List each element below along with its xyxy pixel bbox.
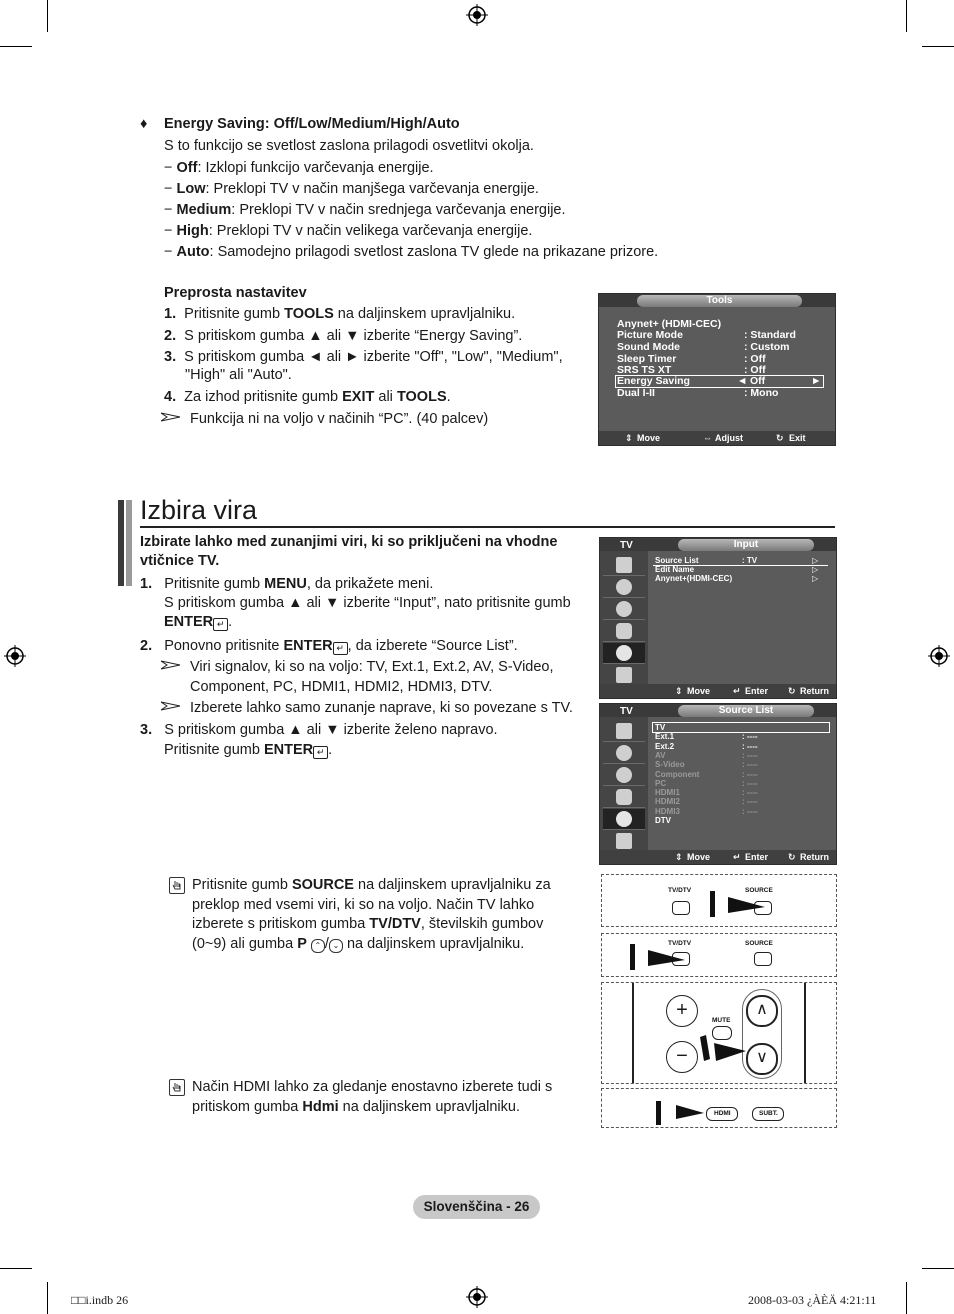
- subtitle-button[interactable]: [752, 1107, 784, 1121]
- tools-osd: [598, 293, 836, 446]
- tools-value: : Custom: [744, 341, 790, 353]
- picture-menu-icon[interactable]: [603, 721, 645, 742]
- tools-value: : Off: [744, 353, 766, 365]
- hand-note-icon: [169, 1079, 185, 1096]
- registration-mark-icon: [4, 645, 26, 667]
- quick-heading: Preprosta nastavitev: [164, 285, 307, 301]
- section-title: Izbira vira: [140, 495, 258, 525]
- src-step-3-line2: Pritisnite gumb ENTER ↵ .: [164, 742, 333, 758]
- channel-menu-icon[interactable]: [603, 765, 645, 786]
- tvdtv-button[interactable]: [672, 901, 690, 915]
- page-number: Slovenščina - 26: [423, 1199, 530, 1214]
- tools-value: : Off: [744, 364, 766, 376]
- input-row[interactable]: Source List: [655, 556, 699, 565]
- right-arrow-icon: ►: [811, 375, 822, 387]
- application-menu-icon[interactable]: [603, 831, 645, 852]
- crop-mark: [922, 46, 954, 47]
- leftright-icon: ⇔: [703, 433, 712, 443]
- enter-icon: ↵: [213, 618, 228, 631]
- source-row-value: : ----: [742, 750, 758, 760]
- src-step-3: 3. S pritiskom gumba ▲ ali ▼ izberite želeno napravo.: [140, 722, 498, 738]
- input-row[interactable]: Edit Name: [655, 565, 695, 574]
- osd-sidebar: [600, 717, 648, 850]
- right-arrow-icon: ▷: [812, 574, 819, 583]
- registration-mark-icon: [466, 4, 488, 26]
- note-arrow-icon: [161, 660, 181, 670]
- enter-hint-icon: ↵: [733, 686, 741, 696]
- channel-up-button[interactable]: ∧: [746, 995, 778, 1027]
- pointer-arrow-icon: [630, 942, 690, 972]
- src-step-1-line2: S pritiskom gumba ▲ ali ▼ izberite “Input”, nato pritisnite gumb: [164, 595, 571, 611]
- source-tip-2: preklop med vsemi viri, ki so na voljo. Način TV lahko: [192, 897, 535, 913]
- setup-menu-icon[interactable]: [603, 787, 645, 808]
- right-arrow-icon: ▷: [812, 565, 819, 574]
- pointer-arrow-icon: [710, 889, 770, 919]
- channel-up-icon: ⌃: [311, 939, 325, 953]
- source-row-selected[interactable]: [652, 722, 830, 733]
- source-row[interactable]: HDMI3: [655, 806, 680, 816]
- step-2: 2. S pritiskom gumba ▲ ali ▼ izberite “Energy Saving”.: [164, 328, 523, 344]
- source-label: SOURCE: [745, 940, 773, 947]
- tools-row[interactable]: Sleep Timer: [617, 353, 677, 365]
- input-osd-title: Input: [678, 539, 814, 551]
- channel-down-button[interactable]: ∨: [746, 1043, 778, 1075]
- devices-note: Izberete lahko samo zunanje naprave, ki so povezane s TV.: [190, 700, 573, 716]
- energy-title: Energy Saving: Off/Low/Medium/High/Auto: [164, 116, 460, 132]
- sources-note: Viri signalov, ki so na voljo: TV, Ext.1, Ext.2, AV, S-Video,: [190, 659, 554, 675]
- crop-mark: [906, 1282, 907, 1314]
- source-list-osd: [599, 703, 837, 865]
- application-menu-icon[interactable]: [603, 665, 645, 686]
- registration-mark-icon: [928, 645, 950, 667]
- crop-mark: [906, 0, 907, 32]
- enter-hint: Enter: [745, 686, 769, 696]
- subt-label: SUBT.: [759, 1110, 778, 1117]
- channel-menu-icon[interactable]: [603, 599, 645, 620]
- section-bar-light: [126, 500, 132, 586]
- updown-icon: ⇕: [675, 686, 683, 696]
- source-row-value: : ----: [742, 741, 758, 751]
- source-row[interactable]: DTV: [655, 816, 671, 825]
- volume-down-button[interactable]: −: [666, 1041, 698, 1073]
- source-row[interactable]: Component: [655, 769, 700, 779]
- osd-tv-label: TV: [620, 706, 633, 717]
- section-bar: [118, 500, 124, 586]
- source-row[interactable]: TV: [655, 723, 666, 732]
- file-slug: □□i.indb 26: [71, 1293, 129, 1307]
- energy-option: − Auto: Samodejno prilagodi svetlost zaslona TV glede na prikazane prizore.: [164, 244, 659, 260]
- hand-note-icon: [169, 877, 185, 894]
- source-row[interactable]: HDMI1: [655, 788, 680, 798]
- source-row-value: : ----: [742, 797, 758, 807]
- tvdtv-label: TV/DTV: [668, 940, 692, 947]
- sound-menu-icon[interactable]: [603, 743, 645, 764]
- source-row-value: : ----: [742, 788, 758, 798]
- move-hint: Move: [637, 433, 661, 443]
- hdmi-label: HDMI: [714, 1110, 731, 1117]
- remote-source-illustration: [601, 874, 837, 927]
- setup-menu-icon[interactable]: [603, 621, 645, 642]
- pointer-arrow-icon: [656, 1097, 706, 1125]
- tvdtv-label: TV/DTV: [668, 887, 692, 894]
- source-label: SOURCE: [745, 887, 773, 894]
- tools-value: Off: [750, 375, 766, 387]
- crop-mark: [922, 1268, 954, 1269]
- step-1: 1. Pritisnite gumb TOOLS na daljinskem upravljalniku.: [164, 306, 516, 322]
- volume-up-button[interactable]: +: [666, 995, 698, 1027]
- exit-hint: Exit: [789, 433, 806, 443]
- src-step-1: 1. Pritisnite gumb MENU, da prikažete meni.: [140, 576, 434, 592]
- tools-value: : Standard: [744, 329, 796, 341]
- source-row[interactable]: HDMI2: [655, 797, 680, 807]
- return-icon: ↻: [776, 433, 784, 443]
- tools-row[interactable]: Sound Mode: [617, 341, 680, 353]
- source-row[interactable]: S-Video: [655, 760, 685, 770]
- input-row-value: : TV: [742, 556, 758, 565]
- enter-hint-icon: ↵: [733, 852, 741, 862]
- tools-row[interactable]: Energy Saving: [617, 375, 690, 387]
- bullet-diamond: ♦: [140, 116, 148, 132]
- adjust-hint: Adjust: [715, 433, 743, 443]
- src-step-1-line3: ENTER ↵ .: [164, 614, 233, 630]
- step-3: 3. S pritiskom gumba ◄ ali ► izberite "Off", "Low", "Medium",: [164, 349, 563, 365]
- input-row[interactable]: Anynet+(HDMI-CEC): [655, 574, 733, 583]
- channel-down-icon: ⌄: [329, 939, 343, 953]
- return-icon: ↻: [788, 686, 796, 696]
- hdmi-button[interactable]: [706, 1107, 738, 1121]
- input-menu-icon[interactable]: [603, 643, 645, 664]
- energy-option: − Off: Izklopi funkcijo varčevanja energije.: [164, 160, 434, 176]
- mute-label: MUTE: [712, 1017, 731, 1024]
- energy-option: − Medium: Preklopi TV v način srednjega varčevanja energije.: [164, 202, 566, 218]
- registration-mark-icon: [466, 1286, 488, 1308]
- crop-mark: [47, 1282, 48, 1314]
- picture-menu-icon[interactable]: [603, 555, 645, 576]
- note-arrow-icon: [161, 412, 181, 422]
- remote-hdmi-illustration: [601, 1088, 837, 1128]
- source-row-value: : ----: [742, 806, 758, 816]
- source-row[interactable]: AV: [655, 750, 666, 760]
- energy-intro: S to funkcijo se svetlost zaslona prilagodi osvetlitvi okolja.: [164, 138, 534, 154]
- enter-hint: Enter: [745, 852, 769, 862]
- pointer-arrow-icon: [700, 1033, 750, 1065]
- move-hint: Move: [687, 686, 711, 696]
- tools-value: : Mono: [744, 387, 779, 399]
- source-tip-3: izberete s pritiskom gumba TV/DTV, številskih gumbov: [192, 916, 544, 932]
- enter-icon: ↵: [313, 746, 328, 759]
- section-intro: Izbirate lahko med zunanjimi viri, ki so priključeni na vhodne: [140, 534, 558, 550]
- source-row-value: : ----: [742, 769, 758, 779]
- section-rule: [140, 526, 835, 528]
- crop-mark: [47, 0, 48, 32]
- source-button[interactable]: [754, 952, 772, 966]
- tools-row[interactable]: Anynet+ (HDMI-CEC): [617, 318, 722, 330]
- sound-menu-icon[interactable]: [603, 577, 645, 598]
- hdmi-tip: Način HDMI lahko za gledanje enostavno izberete tudi s: [192, 1079, 553, 1095]
- step-3-cont: "High" ali "Auto".: [185, 367, 292, 383]
- quick-note: Funkcija ni na voljo v načinih “PC”. (40 palcev): [190, 411, 489, 427]
- hdmi-tip-2: pritiskom gumba Hdmi na daljinskem upravljalniku.: [192, 1099, 520, 1115]
- crop-mark: [0, 1268, 32, 1269]
- input-menu-icon[interactable]: [603, 809, 645, 830]
- input-osd: [599, 537, 837, 699]
- tools-row[interactable]: Dual I-II: [617, 387, 655, 399]
- source-row-value: : ----: [742, 732, 758, 742]
- return-hint: Return: [800, 686, 829, 696]
- return-hint: Return: [800, 852, 829, 862]
- sources-note-cont: Component, PC, HDMI1, HDMI2, HDMI3, DTV.: [190, 679, 493, 695]
- crop-mark: [0, 46, 32, 47]
- section-intro-cont: vtičnice TV.: [140, 553, 220, 569]
- remote-channel-illustration: [601, 982, 837, 1084]
- osd-sidebar: [600, 551, 648, 684]
- left-arrow-icon: ◄: [737, 375, 748, 387]
- tools-row[interactable]: SRS TS XT: [617, 364, 672, 376]
- source-row[interactable]: Ext.1: [655, 732, 675, 742]
- energy-option: − Low: Preklopi TV v način manjšega varčevanja energije.: [164, 181, 539, 197]
- updown-icon: ⇕: [625, 433, 633, 443]
- return-icon: ↻: [788, 852, 796, 862]
- move-hint: Move: [687, 852, 711, 862]
- note-arrow-icon: [161, 701, 181, 711]
- updown-icon: ⇕: [675, 852, 683, 862]
- source-row[interactable]: Ext.2: [655, 741, 675, 751]
- source-row-value: : ----: [742, 778, 758, 788]
- source-tip-4: (0~9) ali gumba P ⌃ / ⌄ na daljinskem upravljalniku.: [192, 936, 525, 952]
- src-step-2: 2. Ponovno pritisnite ENTER ↵ , da izberete “Source List”.: [140, 638, 518, 654]
- right-arrow-icon: ▷: [812, 556, 819, 565]
- remote-tvdtv-illustration: [601, 933, 837, 977]
- print-date: 2008-03-03 ¿ÀÈÄ 4:21:11: [748, 1293, 877, 1307]
- source-osd-title: Source List: [678, 705, 814, 717]
- source-row-value: : ----: [742, 760, 758, 770]
- enter-icon: ↵: [333, 642, 348, 655]
- source-row[interactable]: PC: [655, 778, 667, 788]
- energy-option: − High: Preklopi TV v način velikega varčevanja energije.: [164, 223, 533, 239]
- tools-osd-title: Tools: [637, 295, 802, 307]
- source-tip: Pritisnite gumb SOURCE na daljinskem upravljalniku za: [192, 877, 551, 893]
- step-4: 4. Za izhod pritisnite gumb EXIT ali TOOLS.: [164, 389, 451, 405]
- tools-row[interactable]: Picture Mode: [617, 329, 683, 341]
- osd-tv-label: TV: [620, 540, 633, 551]
